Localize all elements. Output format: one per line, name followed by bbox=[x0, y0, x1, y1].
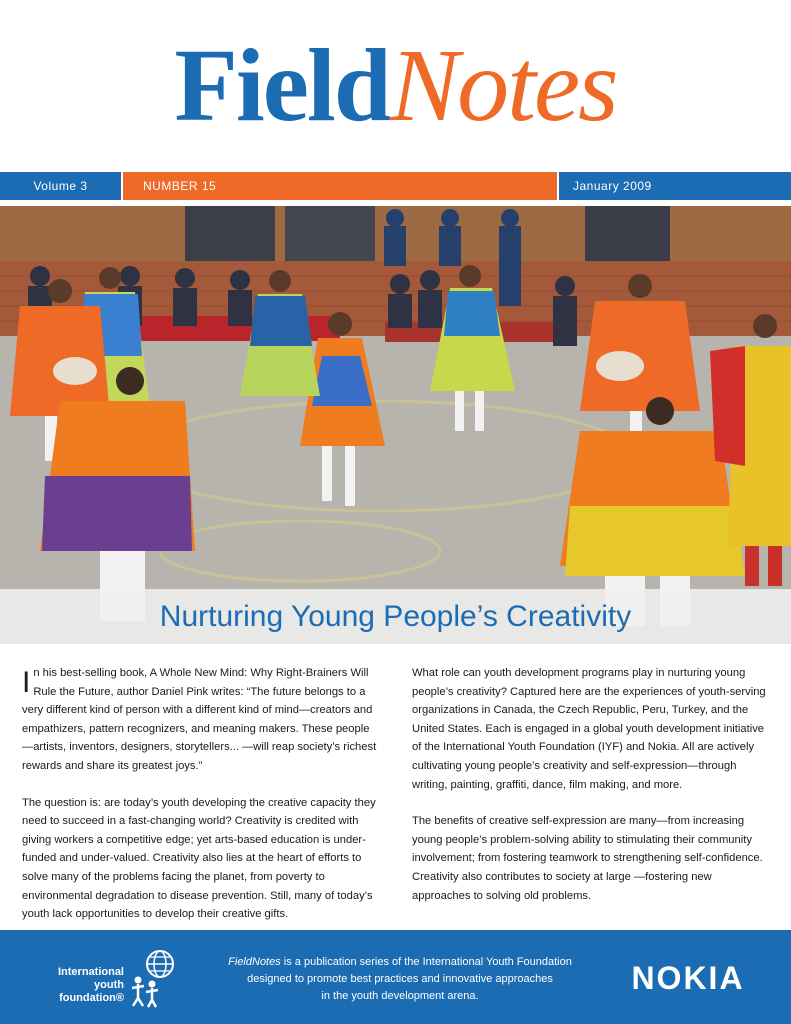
title-notes-word: Notes bbox=[389, 28, 617, 143]
issue-date-label: January 2009 bbox=[559, 172, 791, 200]
footer-description bbox=[200, 954, 600, 1005]
masthead bbox=[0, 0, 791, 170]
newsletter-title bbox=[0, 20, 791, 151]
iyf-logo bbox=[28, 944, 178, 1012]
right-column bbox=[412, 664, 768, 923]
iyf-line-foundation: foundation® bbox=[59, 992, 124, 1004]
footer-note-line3: in the youth development arena. bbox=[321, 990, 479, 1002]
globe-people-icon bbox=[128, 948, 178, 1008]
footer-note-line1-text: is a publication series of the International Youth Foundation bbox=[280, 956, 572, 968]
article-body bbox=[22, 664, 772, 924]
drop-cap: I bbox=[22, 666, 31, 699]
youth-programs-paragraph: What role can youth development programs play in nurturing young people’s creativity? Captured here are the experiences of youth-serving organizations in Canada, the Czech Republic, Peru, Turkey, and the United States. Each is engaged in a global youth development initiative of the International Youth Foundation (IYF) and Nokia. All are actively cultivating young people’s creativity and self-expression—through writing, painting, graffiti, dance, film making, and more. bbox=[412, 667, 766, 791]
title-field-word: Field bbox=[174, 28, 390, 143]
left-column bbox=[22, 664, 378, 942]
footer-fieldnotes-name: FieldNotes bbox=[228, 956, 281, 968]
iyf-logo-text bbox=[28, 966, 124, 1005]
intro-paragraph-text: n his best-selling book, A Whole New Mind: Why Right-Brainers Will Rule the Future, author Daniel Pink writes: “The future belongs to a very different kind of person with a different kind of mind—creators and empathizers, pattern recognizers, and meaning makers. These people—artists, inventors, designers, storytellers... —will reap society’s richest rewards and share its greatest joys.” bbox=[22, 667, 377, 772]
iyf-line-youth: youth bbox=[94, 979, 124, 991]
dancers-photo-illustration bbox=[0, 206, 791, 644]
benefits-paragraph: The benefits of creative self-expression are many—from increasing young people’s problem-solving ability to stimulating their community involvement; from fostering teamwork to strengthening self-confidence. Creativity also contributes to society at large —fostering new approaches to solving old problems. bbox=[412, 815, 763, 902]
footer-note-line2: designed to promote best practices and innovative approaches bbox=[247, 973, 553, 985]
nokia-logo: NOKIA bbox=[631, 960, 745, 996]
iyf-line-international: International bbox=[57, 966, 124, 978]
intro-paragraph bbox=[22, 664, 378, 776]
volume-label: Volume 3 bbox=[0, 172, 123, 200]
issue-number-label: NUMBER 15 bbox=[123, 172, 559, 200]
cover-headline: Nurturing Young People’s Creativity bbox=[0, 589, 791, 644]
footer-bar bbox=[0, 930, 791, 1024]
question-paragraph: The question is: are today’s youth developing the creative capacity they need to succeed in a fast-changing world? Creativity is credited with giving workers a competitive edge; yet arts-based education is under-funded and under-valued. Creativity also lies at the heart of efforts to solve many of the problems facing the planet, from poverty to environmental degradation to disease prevention. Still, many of today’s youth lack opportunities to develop their creative gifts. bbox=[22, 796, 376, 921]
cover-photo bbox=[0, 206, 791, 644]
issue-info-bar bbox=[0, 172, 791, 200]
footer-note-line1 bbox=[200, 954, 600, 971]
